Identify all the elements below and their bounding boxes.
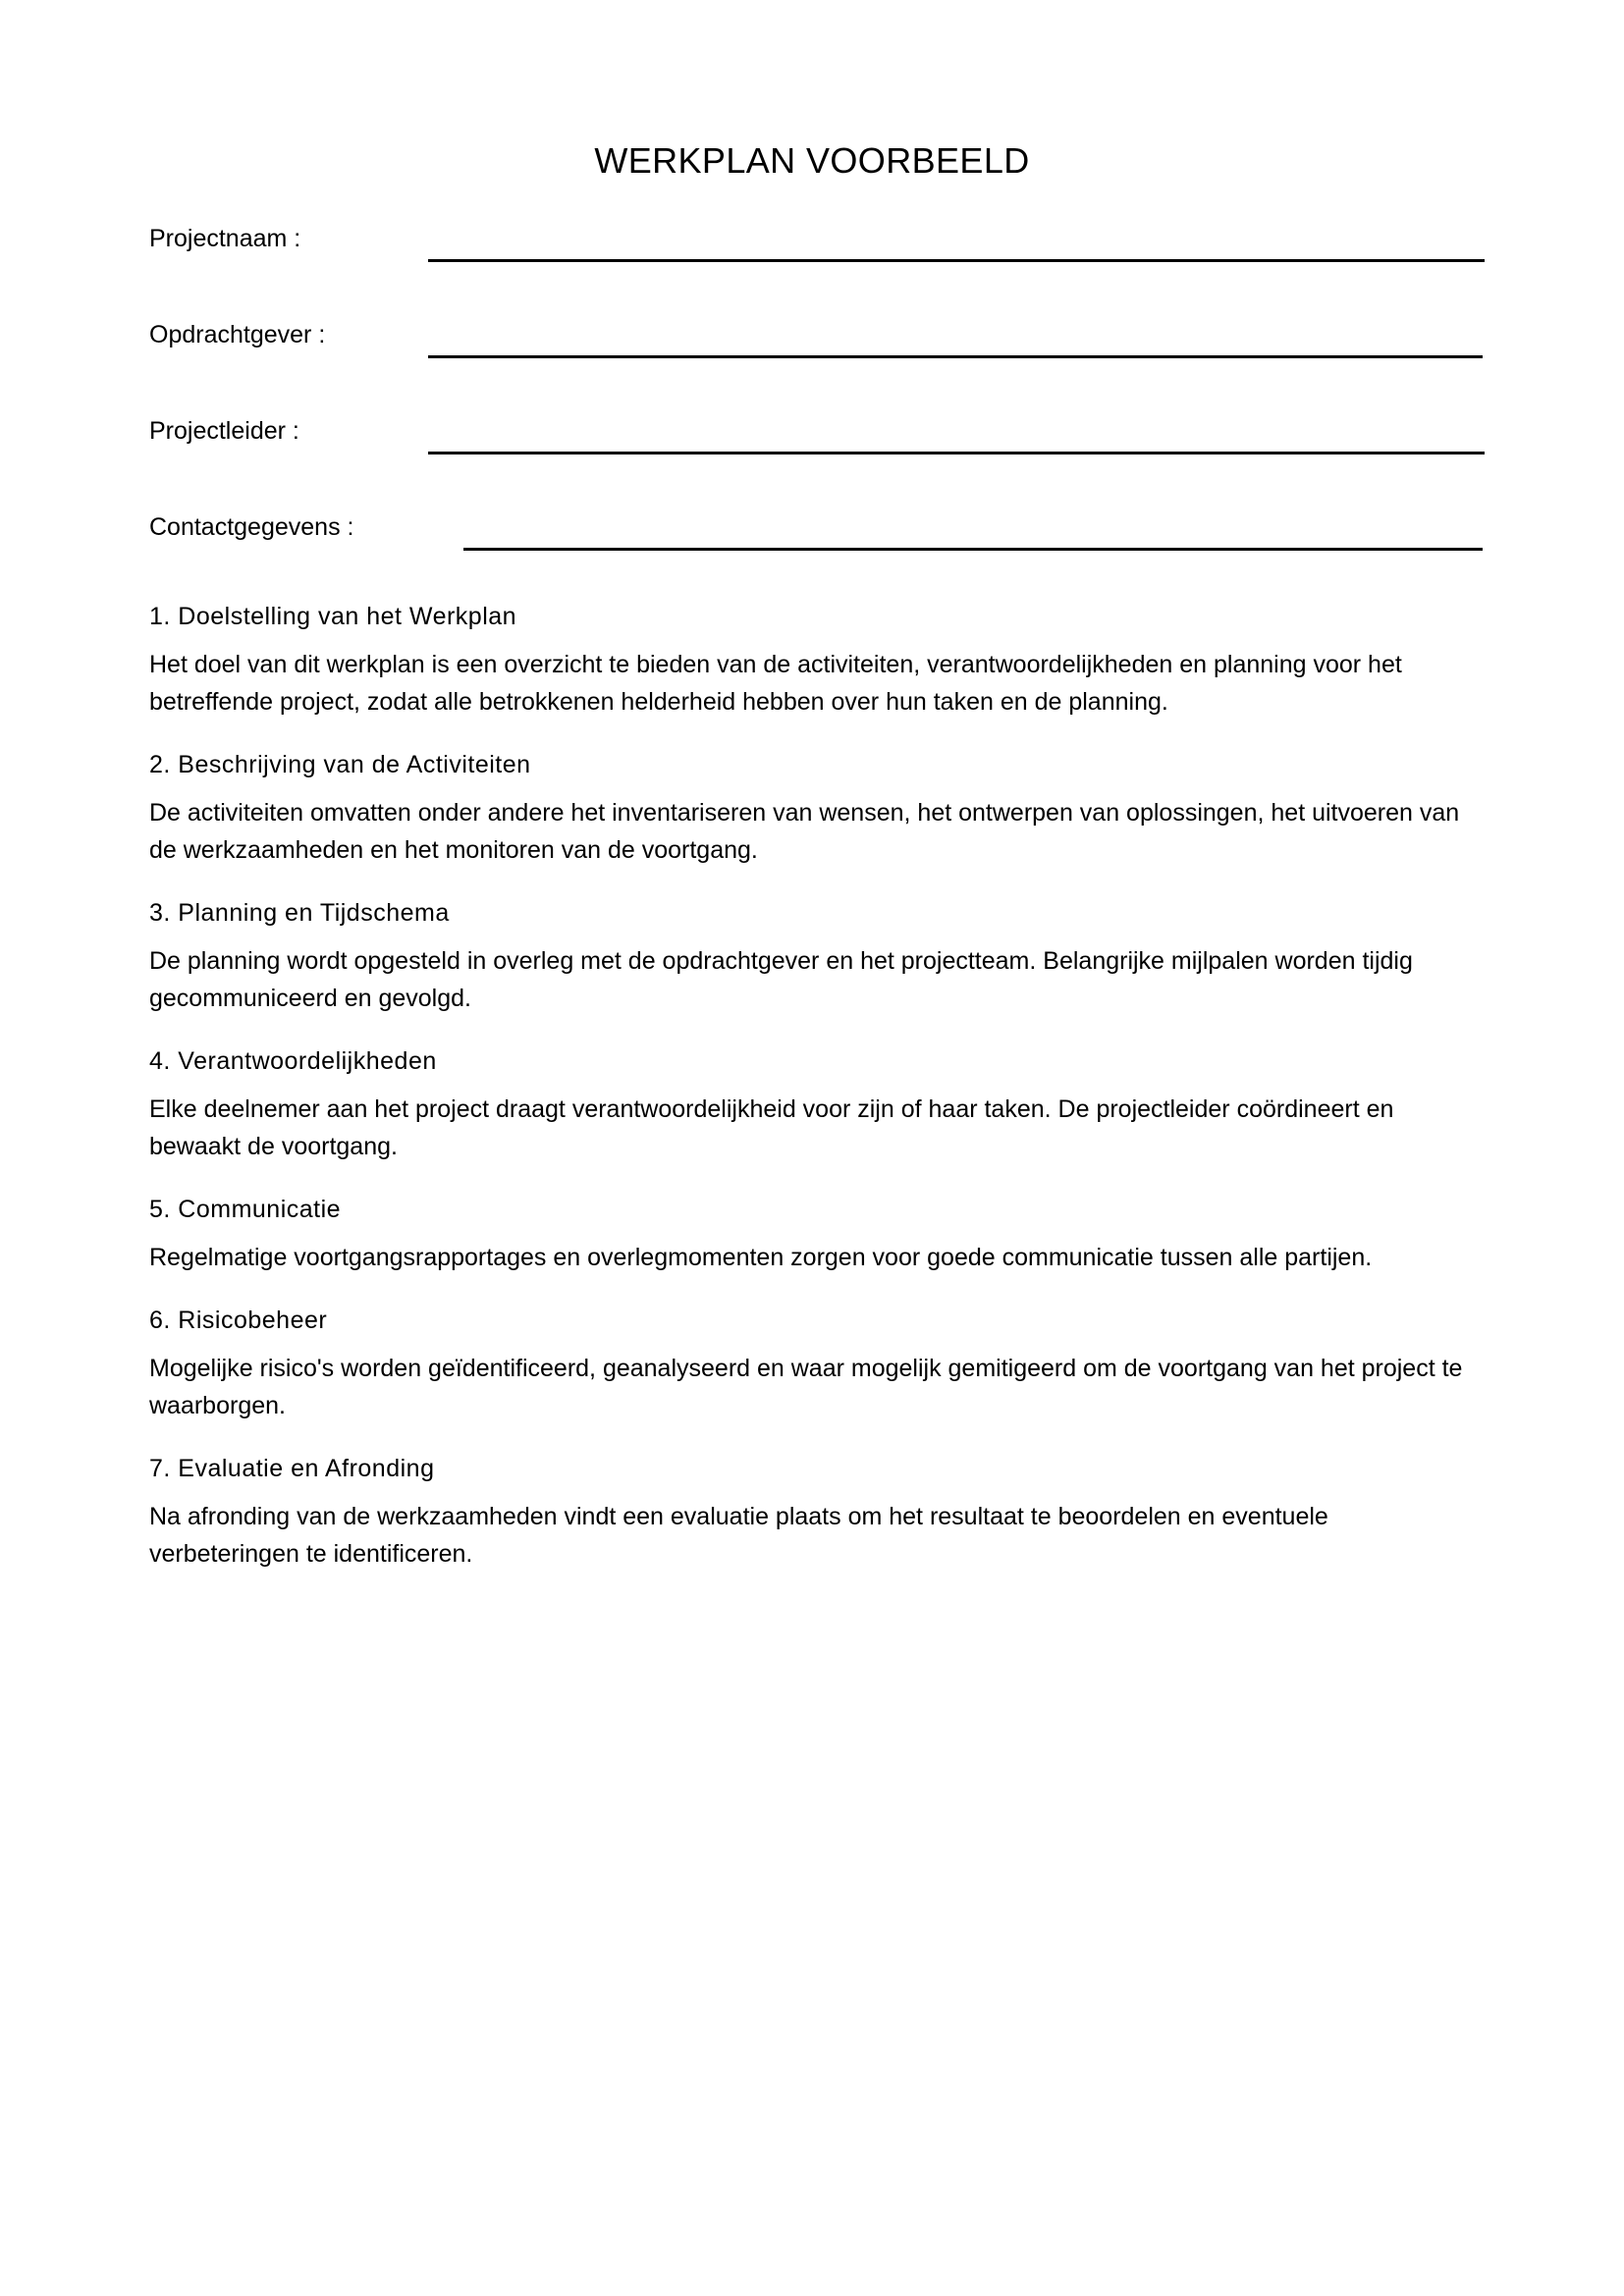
field-label-projectnaam: Projectnaam : (149, 225, 301, 252)
field-input-contactgegevens[interactable] (463, 548, 1483, 551)
section-heading: 1. Doelstelling van het Werkplan (149, 603, 517, 630)
project-info-form (149, 224, 1485, 609)
form-row (149, 416, 1485, 512)
section-evaluatie (149, 1453, 1485, 1573)
field-input-projectleider[interactable] (428, 452, 1485, 454)
section-body: Het doel van dit werkplan is een overzicht te bieden van de activiteiten, verantwoordelijkheden en planning voor het betreffende project, zodat alle betrokkenen helderheid hebben over hun taken en de planning. (149, 651, 1402, 716)
section-body: De activiteiten omvatten onder andere het inventariseren van wensen, het ontwerpen van oplossingen, het uitvoeren van de werkzaamheden en het monitoren van de voortgang. (149, 799, 1460, 864)
section-body: Mogelijke risico's worden geïdentificeerd, geanalyseerd en waar mogelijk gemitigeerd om de voortgang van het project te waarborgen. (149, 1355, 1463, 1419)
field-label-projectleider: Projectleider : (149, 417, 299, 445)
field-input-projectnaam[interactable] (428, 259, 1485, 262)
section-body: Na afronding van de werkzaamheden vindt een evaluatie plaats om het resultaat te beoordelen en eventuele verbeteringen te identificeren. (149, 1503, 1328, 1568)
field-label-opdrachtgever: Opdrachtgever : (149, 321, 326, 348)
section-heading: 3. Planning en Tijdschema (149, 899, 450, 927)
section-heading: 7. Evaluatie en Afronding (149, 1455, 435, 1482)
form-row (149, 512, 1485, 609)
section-heading: 6. Risicobeheer (149, 1307, 328, 1334)
field-input-opdrachtgever[interactable] (428, 355, 1483, 358)
section-planning (149, 897, 1485, 1017)
sections-container (149, 601, 1485, 1601)
section-communicatie (149, 1194, 1485, 1276)
form-row (149, 320, 1485, 416)
section-body: Regelmatige voortgangsrapportages en overlegmomenten zorgen voor goede communicatie tussen alle partijen. (149, 1244, 1373, 1271)
section-body: Elke deelnemer aan het project draagt verantwoordelijkheid voor zijn of haar taken. De projectleider coördineert en bewaakt de voortgang. (149, 1095, 1394, 1160)
section-activiteiten (149, 749, 1485, 869)
page-title: WERKPLAN VOORBEELD (594, 140, 1030, 182)
section-doelstelling (149, 601, 1485, 721)
section-heading: 4. Verantwoordelijkheden (149, 1047, 437, 1075)
section-risicobeheer (149, 1305, 1485, 1424)
section-verantwoordelijkheden (149, 1045, 1485, 1165)
section-heading: 2. Beschrijving van de Activiteiten (149, 751, 531, 778)
field-label-contactgegevens: Contactgegevens : (149, 513, 354, 541)
section-heading: 5. Communicatie (149, 1196, 342, 1223)
form-row (149, 224, 1485, 320)
section-body: De planning wordt opgesteld in overleg met de opdrachtgever en het projectteam. Belangrijke mijlpalen worden tijdig gecommuniceerd en gevolgd. (149, 947, 1413, 1012)
